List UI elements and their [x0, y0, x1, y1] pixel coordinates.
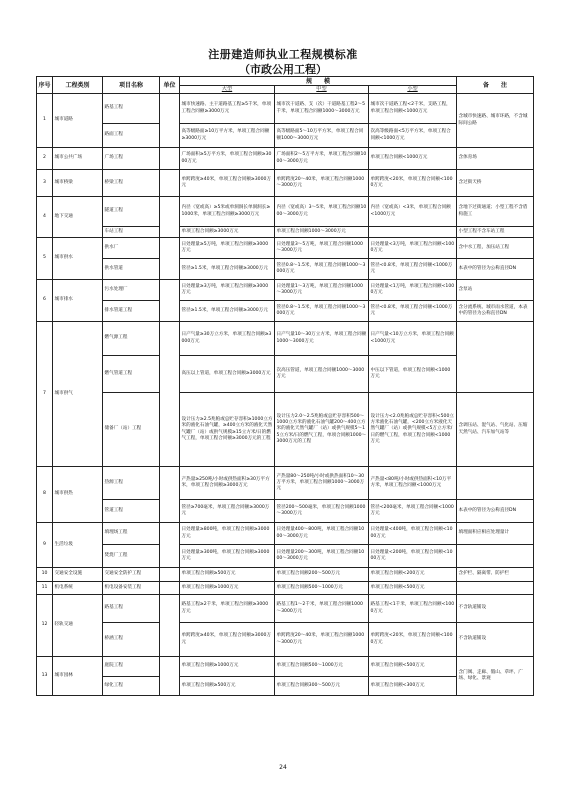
cell-item: 绿化工程: [103, 677, 160, 696]
cell-remark: 含过街天桥: [457, 170, 534, 197]
cell-category: 城市公共广场: [53, 148, 103, 170]
cell-unit: [160, 280, 180, 322]
table-row: [37, 623, 534, 657]
cell-category: 轻轨交通: [53, 595, 103, 657]
cell-item: 排水管道工程: [103, 301, 160, 322]
table-row: [37, 322, 534, 356]
cell-seq: 6: [37, 280, 53, 322]
cell-item: 桥梁工程: [103, 170, 160, 197]
table-row: [37, 582, 534, 595]
cell-unit: [160, 238, 180, 280]
cell-item: 庭院工程: [103, 657, 160, 677]
cell-large: 高等级路面≥10万平方米，单项工程合同额≥3000万元: [180, 124, 275, 148]
header-small: 小型: [369, 86, 457, 94]
cell-large: 单跨跨度≥40米，单项工程合同额≥3000万元: [180, 170, 275, 197]
cell-item: 供水厂: [103, 238, 160, 259]
cell-unit: [160, 523, 180, 568]
cell-remark: 含地下过街通道；小型工程不含盾构施工: [457, 197, 534, 227]
header-item: 项目名称: [103, 77, 160, 94]
cell-large: 日处理量≥3万吨，单项工程合同额≥3000万元: [180, 280, 275, 301]
cell-small: 设计压力<2.0兆帕或总贮存容积<500立方米液化石油气罐，<200立方米液化天然气罐厂（站）或供气规模<5万立方米/日的燃气工程，单项工程合同额<1000万元: [369, 393, 457, 467]
cell-small: 日处理量<200吨，单项工程合同额<1000万元: [369, 545, 457, 568]
cell-remark: 含分流系统、城市雨水管道，本表中的管径为公称直径DN: [457, 301, 534, 322]
cell-small: 内径（宽或高）<3米，单项工程合同额<1000万元: [369, 197, 457, 227]
cell-item: 供水管道: [103, 259, 160, 280]
cell-seq: 7: [37, 322, 53, 467]
table-row: [37, 595, 534, 623]
cell-category: 交通安全设施: [53, 568, 103, 582]
cell-remark: 本表中的管径为公称直径DN: [457, 500, 534, 523]
cell-small: 城市次干道路工程<2千米，支路工程，单项工程合同额<1000万元: [369, 94, 457, 124]
cell-category: 城市桥梁: [53, 170, 103, 197]
cell-large: 单跨跨度≥40米，单项工程合同额≥3000万元: [180, 623, 275, 657]
cell-seq: 5: [37, 238, 53, 280]
cell-item: 燃气源工程: [103, 322, 160, 356]
cell-small: [369, 227, 457, 238]
cell-small: 单项工程合同额<200万元: [369, 568, 457, 582]
cell-unit: [160, 170, 180, 197]
cell-remark: 含护栏、隔离带、防护栏: [457, 568, 534, 582]
cell-seq: 10: [37, 568, 53, 582]
cell-remark: 含城市快速路、城市环路，不含城际间公路: [457, 94, 534, 148]
cell-unit: [160, 568, 180, 582]
cell-seq: 2: [37, 148, 53, 170]
cell-medium: 日处理量1～3万吨，单项工程合同额1000～3000万元: [275, 280, 369, 301]
cell-small: 单跨跨度<20米，单项工程合同额<1000万元: [369, 170, 457, 197]
cell-category: 城市供热: [53, 467, 103, 523]
cell-medium: 日处理量3～5万吨，单项工程合同额1000～3000万元: [275, 238, 369, 259]
cell-item: 车站工程: [103, 227, 160, 238]
cell-seq: 1: [37, 94, 53, 148]
cell-seq: 9: [37, 523, 53, 568]
header-category: 工程类别: [53, 77, 103, 94]
cell-seq: 8: [37, 467, 53, 523]
table-row: [37, 467, 534, 500]
cell-unit: [160, 148, 180, 170]
cell-remark: 含中水工程，加压站工程: [457, 238, 534, 259]
table-row: [37, 393, 534, 467]
cell-item: 隧道工程: [103, 197, 160, 227]
cell-category: 机电系统: [53, 582, 103, 595]
cell-item: 交通安全防护工程: [103, 568, 160, 582]
cell-medium: 日处理量400～800吨，单项工程合同额1000～3000万元: [275, 523, 369, 545]
header-remark: 备 注: [457, 77, 534, 94]
cell-medium: 高等级路面5～10万平方米，单项工程合同额1000～3000万元: [275, 124, 369, 148]
cell-medium: 日产气量10～30万立方米，单项工程合同额1000～3000万元: [275, 322, 369, 356]
cell-large: 单项工程合同额≥1000万元: [180, 582, 275, 595]
cell-medium: 路基工程1～2千米，单项工程合同额1000～3000万元: [275, 595, 369, 623]
cell-item: 储备厂（站）工程: [103, 393, 160, 467]
cell-remark: [457, 322, 534, 393]
table-row: [37, 148, 534, 170]
table-row: [37, 568, 534, 582]
cell-large: 日处理量≥5万吨，单项工程合同额≥3000万元: [180, 238, 275, 259]
cell-item: 机电设备安装工程: [103, 582, 160, 595]
header-unit: 单位: [160, 77, 180, 94]
header-medium: 中型: [275, 86, 369, 94]
cell-medium: 管径0.8～1.5米，单项工程合同额1000～3000万元: [275, 259, 369, 280]
header-scale: 规 模: [180, 77, 457, 86]
cell-large: 单项工程合同额≥500万元: [180, 677, 275, 696]
table-row: [37, 545, 534, 568]
cell-small: 管径<0.8米，单项工程合同额<1000万元: [369, 259, 457, 280]
table-row: [37, 280, 534, 301]
cell-category: 城市排水: [53, 280, 103, 322]
cell-medium: 单项工程合同额500～1000万元: [275, 582, 369, 595]
cell-small: 日处理量<3万吨，单项工程合同额<1000万元: [369, 238, 457, 259]
cell-small: 路基工程<1千米，单项工程合同额<1000万元: [369, 595, 457, 623]
cell-medium: 单项工程合同额500～1000万元: [275, 657, 369, 677]
table-row: [37, 170, 534, 197]
cell-large: 日产气量≥30万立方米，单项工程合同额≥3000万元: [180, 322, 275, 356]
cell-remark: 不含轨道铺设: [457, 595, 534, 623]
cell-medium: 次高压管道，单项工程合同额1000～3000万元: [275, 356, 369, 393]
cell-item: 污水处理厂: [103, 280, 160, 301]
cell-remark: 本表中的管径为公称直径DN: [457, 259, 534, 280]
cell-seq: 4: [37, 197, 53, 238]
cell-large: 管径≥1.5米，单项工程合同额≥3000万元: [180, 301, 275, 322]
cell-small: 单项工程合同额<500万元: [369, 582, 457, 595]
cell-small: 日处理量<1万吨，单项工程合同额<1000万元: [369, 280, 457, 301]
cell-small: 中压以下管道，单项工程合同额<1000万元: [369, 356, 457, 393]
cell-large: 管径≥700毫米，单项工程合同额≥3000万元: [180, 500, 275, 523]
page-number: 24: [279, 764, 287, 771]
cell-remark: 含体育场: [457, 148, 534, 170]
cell-remark: 填埋面积应相应处理量计: [457, 523, 534, 545]
cell-seq: 12: [37, 595, 53, 657]
scale-standard-table: [36, 76, 534, 696]
cell-seq: 3: [37, 170, 53, 197]
cell-large: 单项工程合同额≥3000万元: [180, 227, 275, 238]
page-title: 注册建造师执业工程规模标准: [208, 48, 358, 61]
cell-item: 填埋场工程: [103, 523, 160, 545]
cell-unit: [160, 582, 180, 595]
table-row: [37, 94, 534, 124]
cell-medium: 广场面积2～5万平方米，单项工程合同额1000～3000万元: [275, 148, 369, 170]
cell-large: 内径（宽或高）≥5米或单洞洞长单洞洞长≥1000米，单项工程合同额≥3000万元: [180, 197, 275, 227]
cell-large: 管径≥1.5米，单项工程合同额≥3000万元: [180, 259, 275, 280]
cell-medium: 管径200～500毫米，单项工程合同额1000～3000万元: [275, 500, 369, 523]
table-row: [37, 227, 534, 238]
cell-item: 广场工程: [103, 148, 160, 170]
cell-small: 管径<200毫米，单项工程合同额<1000万元: [369, 500, 457, 523]
cell-remark: 小型工程不含车站工程: [457, 227, 534, 238]
cell-remark: [457, 467, 534, 500]
cell-seq: 13: [37, 657, 53, 696]
cell-category: 城市供气: [53, 322, 103, 467]
table-row: [37, 657, 534, 677]
table-row: [37, 238, 534, 259]
cell-small: 单项工程合同额<1000万元: [369, 148, 457, 170]
cell-category: 城市园林: [53, 657, 103, 696]
cell-small: 日产气量<10万立方米，单项工程合同额<1000万元: [369, 322, 457, 356]
cell-large: 路基工程≥2千米，单项工程合同额≥3000万元: [180, 595, 275, 623]
cell-remark: [457, 582, 534, 595]
cell-item: 燃气管道工程: [103, 356, 160, 393]
cell-unit: [160, 467, 180, 523]
cell-large: 单项工程合同额≥500万元: [180, 568, 275, 582]
cell-unit: [160, 657, 180, 696]
header-large: 大型: [180, 86, 275, 94]
cell-large: 日处理量≥800吨，单项工程合同额≥3000万元: [180, 523, 275, 545]
cell-unit: [160, 197, 180, 238]
cell-item: 路基工程: [103, 595, 160, 623]
cell-small: 单跨跨度<20米，单项工程合同额<1000万元: [369, 623, 457, 657]
cell-unit: [160, 322, 180, 467]
cell-small: 单项工程合同额<500万元: [369, 657, 457, 677]
cell-small: 管径<0.8米，单项工程合同额<1000万元: [369, 301, 457, 322]
cell-item: 热源工程: [103, 467, 160, 500]
header-seq: 序号: [37, 77, 53, 94]
cell-small: 产热量<80吨/小时或供热面积<10万平方米，单项工程合同额<1000万元: [369, 467, 457, 500]
cell-large: 广场面积≥5万平方米，单项工程合同额≥3000万元: [180, 148, 275, 170]
cell-category: 生活垃圾: [53, 523, 103, 568]
cell-large: 高压以上管道，单项工程合同额≥3000万元: [180, 356, 275, 393]
cell-large: 产热量≥250吨/小时或供热面积≥30万平方米，单项工程合同额≥3000万元: [180, 467, 275, 500]
cell-category: 地下交通: [53, 197, 103, 238]
cell-item: 桥涵工程: [103, 623, 160, 657]
cell-seq: 11: [37, 582, 53, 595]
table-row: [37, 259, 534, 280]
cell-medium: 单跨跨度20～40米，单项工程合同额1000～3000万元: [275, 170, 369, 197]
table-row: [37, 301, 534, 322]
cell-large: 城市快速路、主干道路基工程≥5千米，单项工程合同额≥3000万元: [180, 94, 275, 124]
cell-remark: 含调压站、混气站、气化站、压缩天然气站、汽车加气站等: [457, 393, 534, 467]
cell-small: 次高等级路面<5万平方米，单项工程合同额<1000万元: [369, 124, 457, 148]
cell-medium: 单项工程合同额1000～3000万元: [275, 227, 369, 238]
cell-medium: 城市次干道路、支（次）干道路基工程2～5千米，单项工程合同额1000～3000万元: [275, 94, 369, 124]
cell-item: 焚烧厂工程: [103, 545, 160, 568]
cell-medium: 单项工程合同额300～500万元: [275, 677, 369, 696]
cell-medium: 日处理量200～300吨，单项工程合同额1000～3000万元: [275, 545, 369, 568]
cell-medium: 单项工程合同额200～500万元: [275, 568, 369, 582]
cell-medium: 产热量80～250吨/小时或供热面积10～30万平方米，单项工程合同额1000～3000万元: [275, 467, 369, 500]
cell-remark: 不含轨道铺设: [457, 623, 534, 657]
page-subtitle: （市政公用工程）: [239, 63, 327, 76]
cell-category: 城市供水: [53, 238, 103, 280]
cell-item: 路基工程: [103, 94, 160, 124]
cell-item: 路面工程: [103, 124, 160, 148]
cell-large: 单项工程合同额≥1000万元: [180, 657, 275, 677]
cell-medium: 单跨跨度20～40米，单项工程合同额1000～3000万元: [275, 623, 369, 657]
table-row: [37, 523, 534, 545]
cell-remark: 含泵站: [457, 280, 534, 301]
cell-small: 单项工程合同额<300万元: [369, 677, 457, 696]
cell-medium: 管径0.8～1.5米，单项工程合同额1000～3000万元: [275, 301, 369, 322]
table-row: [37, 197, 534, 227]
cell-medium: 内径（宽或高）3～5米，单项工程合同额1000～3000万元: [275, 197, 369, 227]
cell-small: 日处理量<400吨，单项工程合同额<1000万元: [369, 523, 457, 545]
cell-unit: [160, 94, 180, 148]
cell-remark: [457, 545, 534, 568]
cell-category: 城市道路: [53, 94, 103, 148]
cell-large: 设计压力≥2.5兆帕或总贮存容积≥1000立方米的液化石油气罐，≥400立方米的液化天然气罐厂（站）或供气规模≥15立方米/日的燃气工程，单项工程合同额≥3000万元的工程: [180, 393, 275, 467]
cell-large: 日处理量≥300吨，单项工程合同额≥3000万元: [180, 545, 275, 568]
cell-item: 管道工程: [103, 500, 160, 523]
cell-unit: [160, 595, 180, 657]
cell-remark: 含门阀、走廊、假山、草坪、广场、绿化、景观: [457, 657, 534, 696]
cell-medium: 设计压力2.0～2.5兆帕或总贮存容积500～1000立方米的液化石油气罐200～400立方米的液化天然气罐厂（站）或供气规模5～15立方米/日的燃气工程，单项合同额1000～3000万元的工程: [275, 393, 369, 467]
table-row: [37, 500, 534, 523]
